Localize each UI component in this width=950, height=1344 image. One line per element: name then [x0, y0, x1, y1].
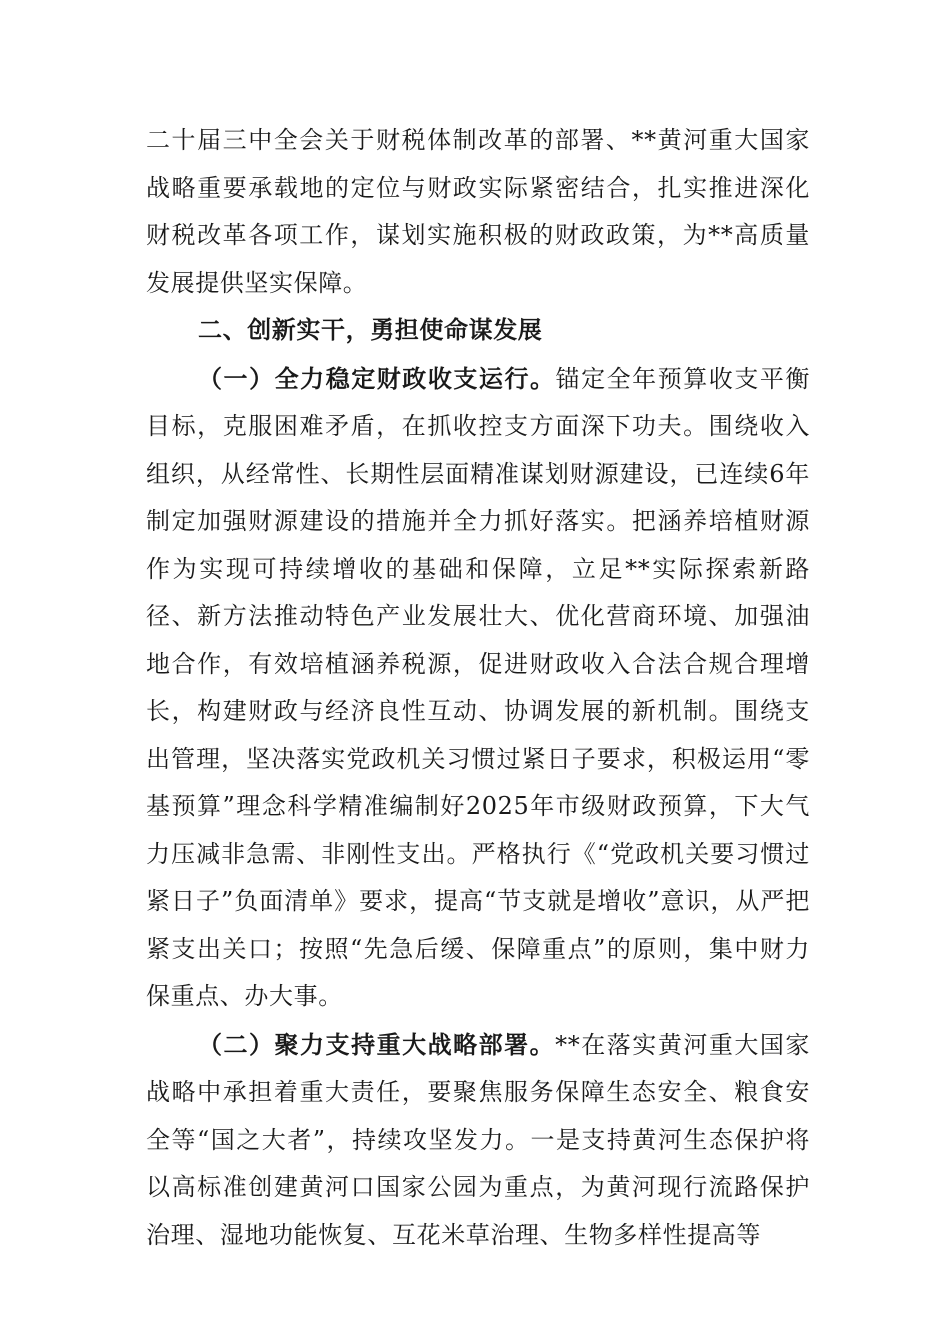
- subsection-lead: （一）全力稳定财政收支运行。: [198, 363, 556, 393]
- subsection-body: **在落实黄河重大国家战略中承担着重大责任，要聚焦服务保障生态安全、粮食安全等“国之大者”，持续攻坚发力。一是支持黄河生态保护将以高标准创建黄河口国家公园为重点，为黄河现行流路保护治理、湿地功能恢复、互花米草治理、生物多样性提高等: [146, 1030, 810, 1249]
- subsection-body: 锚定全年预算收支平衡目标，克服困难矛盾，在抓收控支方面深下功夫。围绕收入组织，从经常性、长期性层面精准谋划财源建设，已连续6年制定加强财源建设的措施并全力抓好落实。把涵养培植财源作为实现可持续增收的基础和保障，立足**实际探索新路径、新方法推动特色产业发展壮大、优化营商环境、加强油地合作，有效培植涵养税源，促进财政收入合法合规合理增长，构建财政与经济良性互动、协调发展的新机制。围绕支出管理，坚决落实党政机关习惯过紧日子要求，积极运用“零基预算”理念科学精准编制好2025年市级财政预算，下大气力压减非急需、非刚性支出。严格执行《“党政机关要习惯过紧日子”负面清单》要求，提高“节支就是增收”意识，从严把紧支出关口；按照“先急后缓、保障重点”的原则，集中财力保重点、办大事。: [146, 364, 810, 1010]
- document-body: [146, 117, 810, 1259]
- intro-paragraph: 二十届三中全会关于财税体制改革的部署、**黄河重大国家战略重要承载地的定位与财政实际紧密结合，扎实推进深化财税改革各项工作，谋划实施积极的财政政策，为**高质量发展提供坚实保障。: [146, 126, 810, 297]
- subsection-paragraph: [146, 1021, 810, 1260]
- subsection-lead: （二）聚力支持重大战略部署。: [198, 1029, 556, 1059]
- section-heading: 二、创新实干，勇担使命谋发展: [198, 316, 543, 344]
- subsection-paragraph: [146, 355, 810, 1021]
